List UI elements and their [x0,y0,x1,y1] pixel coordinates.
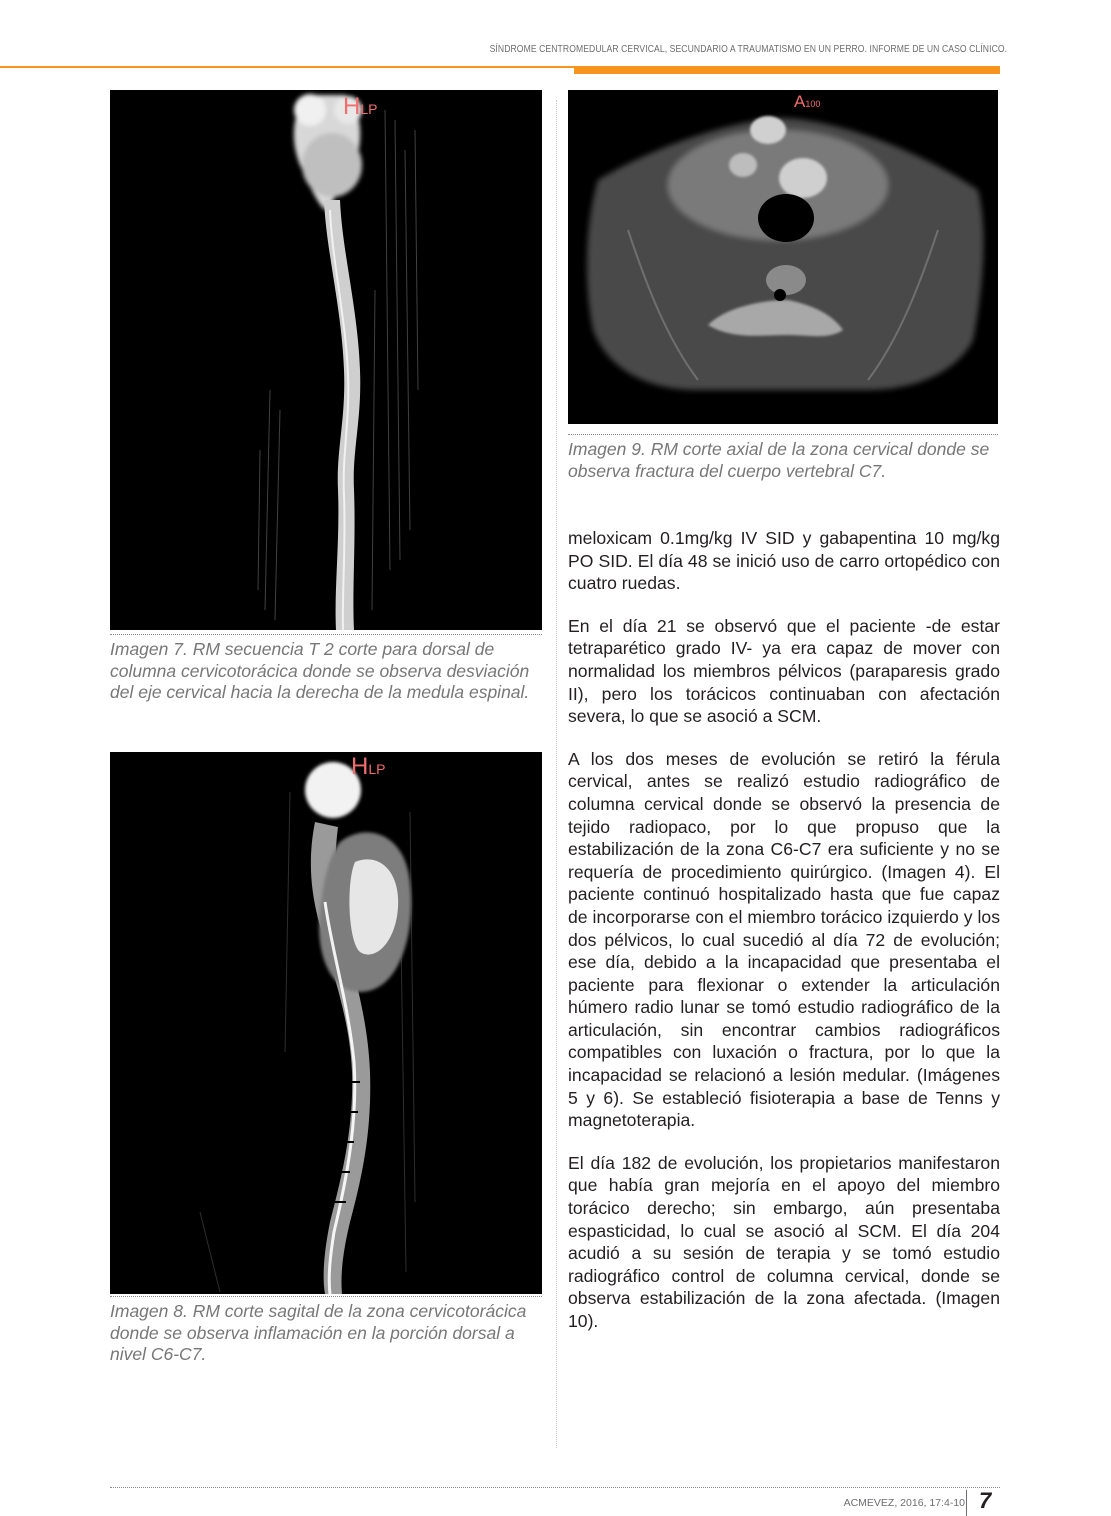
figure-caption-8: Imagen 8. RM corte sagital de la zona cervicotorácica donde se observa inflamación en la porción dorsal a nivel C6-C7. [110,1296,542,1366]
header-accent-bar [574,66,1000,74]
footer-rule [110,1487,1000,1488]
journal-citation: ACMEVEZ, 2016, 17:4-10 [843,1497,965,1509]
mri-image-9 [568,90,998,424]
paragraph: A los dos meses de evolución se retiró la férula cervical, antes se realizó estudio radiográfico de columna cervical donde se observó la presencia de tejido radiopaco, por lo que propuso que la estabilización de la zona C6-C7 era suficiente y no se requería de procedimiento quirúrgico. (Imagen 4). El paciente continuó hospitalizado hasta que fue capaz de incorporarse con el miembro torácico izquierdo y los dos pélvicos, lo cual sucedió al día 72 de evolución; ese día, debido a la incapacidad que presentaba el paciente para flexionar o extender la articulación húmero radio lunar se tomó estudio radiográfico de la articulación, sin encontrar cambios radiográficos compatibles con luxación o fractura, por lo que la incapacidad se relacionó a lesión medular. (Imágenes 5 y 6). Se estableció fisioterapia a base de Tenns y magnetoterapia. [568,748,1000,1131]
running-title: SÍNDROME CENTROMEDULAR CERVICAL, SECUNDARIO A TRAUMATISMO EN UN PERRO. INFORME DE UN CASO CLÍNICO. [489,43,1007,55]
orientation-marker: HLP [343,93,378,120]
figure-caption-7: Imagen 7. RM secuencia T 2 corte para dorsal de columna cervicotorácica donde se observa desviación del eje cervical hacia la derecha de la medula espinal. [110,634,542,704]
mri-image-8 [110,752,542,1294]
footer-separator [966,1490,967,1516]
body-text [568,527,1000,1353]
orientation-marker: A100 [794,92,821,111]
page-number: 7 [979,1488,992,1513]
mri-image-7 [110,90,542,630]
paragraph: En el día 21 se observó que el paciente -de estar tetraparético grado IV- ya era capaz de mover con normalidad los miembros pélvicos (paraparesis grado II), pero los torácicos continuaban con afectación severa, lo que se asoció a SCM. [568,615,1000,727]
paragraph: meloxicam 0.1mg/kg IV SID y gabapentina 10 mg/kg PO SID. El día 48 se inició uso de carro ortopédico con cuatro ruedas. [568,528,1000,594]
paragraph: El día 182 de evolución, los propietarios manifestaron que había gran mejoría en el apoyo del miembro torácico derecho; sin embargo, aún presentaba espasticidad, lo cual se asoció al SCM. El día 204 acudió a su sesión de terapia y se tomó estudio radiográfico control de columna cervical, donde se observa estabilización de la zona afectada. (Imagen 10). [568,1152,1000,1331]
figure-caption-9: Imagen 9. RM corte axial de la zona cervical donde se observa fractura del cuerpo vertebral C7. [568,434,998,482]
orientation-marker: HLP [351,753,386,780]
column-divider [556,100,557,1448]
